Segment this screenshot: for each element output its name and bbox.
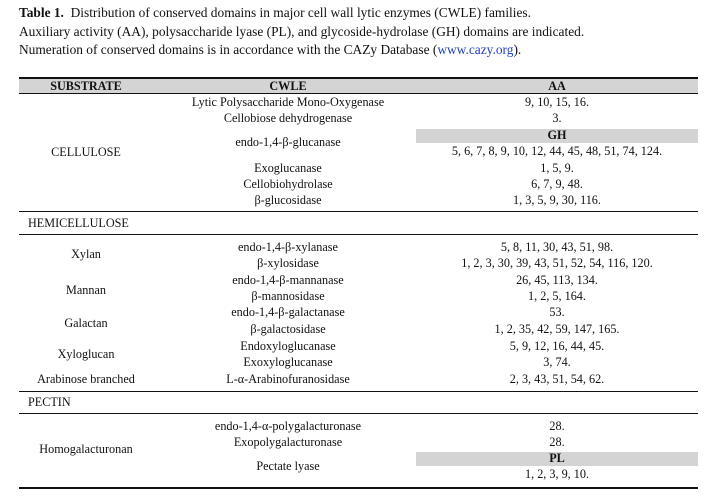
subheader-gh: GH [547,128,567,142]
enzyme-name: β-galactosidase [250,322,326,336]
enzyme-name: endo-1,4-α-polygalacturonase [214,419,362,433]
enzyme-name: endo-1,4-β-galactanase [231,305,345,319]
caption-label: Table 1. [19,5,64,20]
domain-list: 1, 5, 9. [540,161,574,175]
section-cellulose: CELLULOSE [51,145,121,159]
caption-line-2: Auxiliary activity (AA), polysaccharide lyase (PL), and glycoside-hydrolase (GH) domains are indicated. [19,23,585,39]
bottom-rule [19,487,698,489]
substrate-homogalacturonan: Homogalacturonan [39,442,133,456]
header-substrate: SUBSTRATE [50,79,122,93]
section-hemicellulose: HEMICELLULOSE [28,216,129,230]
section-rule [19,234,698,235]
enzyme-name: β-mannosidase [251,289,325,303]
substrate-galactan: Galactan [64,316,108,330]
domain-list: 2, 3, 43, 51, 54, 62. [509,372,605,386]
enzyme-name: Exopolygalacturonase [233,435,343,449]
substrate-xylan: Xylan [71,247,101,261]
enzyme-name: Exoglucanase [254,161,322,175]
domain-list: 3, 74. [543,355,571,369]
domain-list: 9, 10, 15, 16. [525,95,589,109]
substrate-mannan: Mannan [66,283,106,297]
domain-list: 5, 8, 11, 30, 43, 51, 98. [500,240,614,254]
caption-line-1 [19,4,703,23]
caption-text-3-end: ). [513,42,522,58]
enzyme-name: β-xylosidase [257,256,319,270]
enzyme-name: Cellobiohydrolase [243,177,333,191]
domain-list: 1, 2, 35, 42, 59, 147, 165. [494,322,620,336]
caption-text-1: Distribution of conserved domains in major cell wall lytic enzymes (CWLE) families. [70,5,531,20]
caption-line-3 [19,41,703,60]
substrate-arabinose-branched: Arabinose branched [37,372,135,386]
domain-list: 1, 2, 5, 164. [528,289,586,303]
header-cwle: CWLE [269,79,307,93]
subheader-pl: PL [549,451,565,465]
domain-list: 5, 9, 12, 16, 44, 45. [509,339,605,353]
domain-list: 3. [552,111,562,125]
domain-list: 26, 45, 113, 134. [516,273,598,287]
section-rule [19,391,698,392]
header-aa: AA [548,79,566,93]
section-pectin: PECTIN [28,395,71,409]
enzyme-name: Pectate lyase [256,459,320,473]
domain-list: 6, 7, 9, 48. [531,177,583,191]
section-rule [19,211,698,212]
section-rule [19,413,698,414]
enzyme-name: Endoxyloglucanase [240,339,336,353]
enzyme-name: endo-1,4-β-glucanase [235,135,341,149]
table-caption [19,4,703,60]
domain-list: 1, 2, 3, 30, 39, 43, 51, 52, 54, 116, 120. [461,256,653,270]
domain-list: 28. [549,435,565,449]
enzyme-name: Exoxyloglucanase [243,355,333,369]
domain-list: 1, 3, 5, 9, 30, 116. [513,193,601,207]
caption-text-3: Numeration of conserved domains is in accordance with the CAZy Database ( [19,42,438,58]
substrate-xyloglucan: Xyloglucan [57,347,115,361]
enzyme-name: Cellobiose dehydrogenase [223,111,353,125]
domain-list: 53. [549,305,565,319]
enzyme-name: endo-1,4-β-xylanase [238,240,338,254]
domain-list: 5, 6, 7, 8, 9, 10, 12, 44, 45, 48, 51, 74, 124. [451,144,663,158]
domain-list: 28. [549,419,565,433]
cazy-link[interactable]: www.cazy.org [437,42,514,58]
enzyme-name: L-α-Arabinofuranosidase [226,372,350,386]
domain-list: 1, 2, 3, 9, 10. [525,467,589,481]
enzyme-name: Lytic Polysaccharide Mono-Oxygenase [191,95,385,109]
enzyme-name: endo-1,4-β-mannanase [232,273,344,287]
enzyme-name: β-glucosidase [254,193,322,207]
